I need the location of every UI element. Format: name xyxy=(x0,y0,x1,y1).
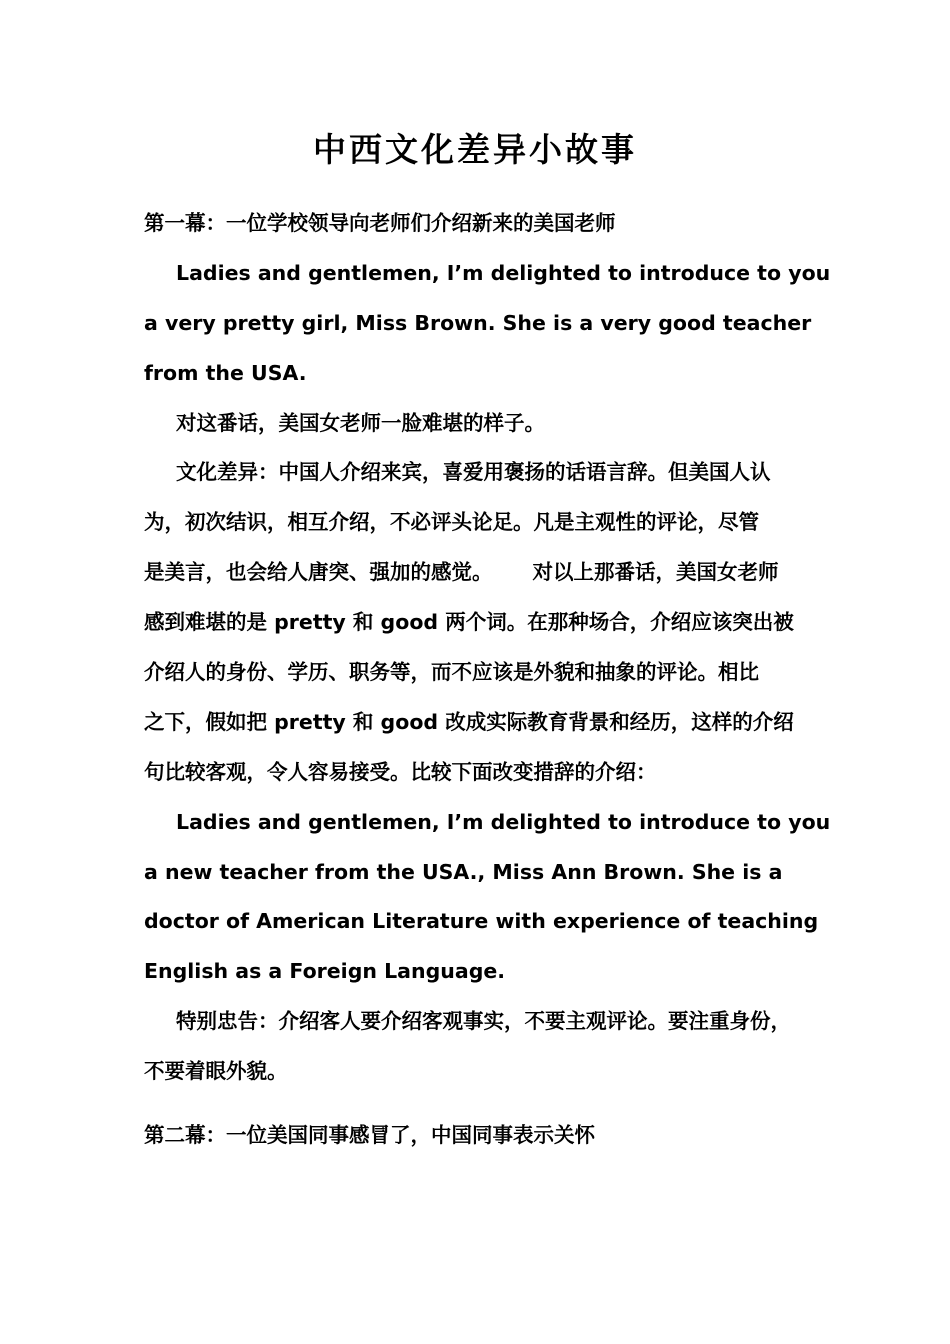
page-title: 中西文化差异小故事 xyxy=(313,130,637,169)
analysis-line: 之下，假如把 pretty 和 good 改成实际教育背景和经历，这样的介绍 xyxy=(144,709,794,734)
revised-en-line: a new teacher from the USA., Miss Ann Brown. She is a xyxy=(144,859,783,884)
revised-en-line: Ladies and gentlemen, I’m delighted to introduce to you xyxy=(176,809,831,834)
analysis-line xyxy=(144,548,816,598)
advice-line: 特别忠告：介绍客人要介绍客观事实，不要主观评论。要注重身份， xyxy=(176,1009,791,1034)
intro-en-line: a very pretty girl, Miss Brown. She is a very good teacher xyxy=(144,310,812,335)
reaction-paragraph: 对这番话，美国女老师一脸难堪的样子。 xyxy=(176,410,545,435)
analysis-line: 文化差异：中国人介绍来宾，喜爱用褒扬的话语言辞。但美国人认 xyxy=(176,460,771,485)
document-body xyxy=(144,199,831,1161)
section-gap xyxy=(144,1097,816,1111)
analysis-text: 对以上那番话，美国女老师 xyxy=(532,560,779,585)
revised-en-line: English as a Foreign Language. xyxy=(144,959,506,984)
intro-en-line: Ladies and gentlemen, I’m delighted to introduce to you xyxy=(176,260,831,285)
analysis-text: 是美言，也会给人唐突、强加的感觉。 xyxy=(144,560,493,585)
analysis-line: 句比较客观，令人容易接受。比较下面改变措辞的介绍： xyxy=(144,759,657,784)
scene-2-heading: 第二幕：一位美国同事感冒了，中国同事表示关怀 xyxy=(144,1123,595,1148)
scene-1-heading: 第一幕：一位学校领导向老师们介绍新来的美国老师 xyxy=(144,211,616,235)
analysis-line: 感到难堪的是 pretty 和 good 两个词。在那种场合，介绍应该突出被 xyxy=(144,610,794,635)
analysis-line: 介绍人的身份、学历、职务等，而不应该是外貌和抽象的评论。相比 xyxy=(144,660,759,685)
advice-line: 不要着眼外貌。 xyxy=(144,1059,288,1084)
revised-en-line: doctor of American Literature with experience of teaching xyxy=(144,909,819,934)
analysis-line: 为，初次结识，相互介绍，不必评头论足。凡是主观性的评论，尽管 xyxy=(144,510,759,535)
intro-en-line: from the USA. xyxy=(144,360,307,385)
